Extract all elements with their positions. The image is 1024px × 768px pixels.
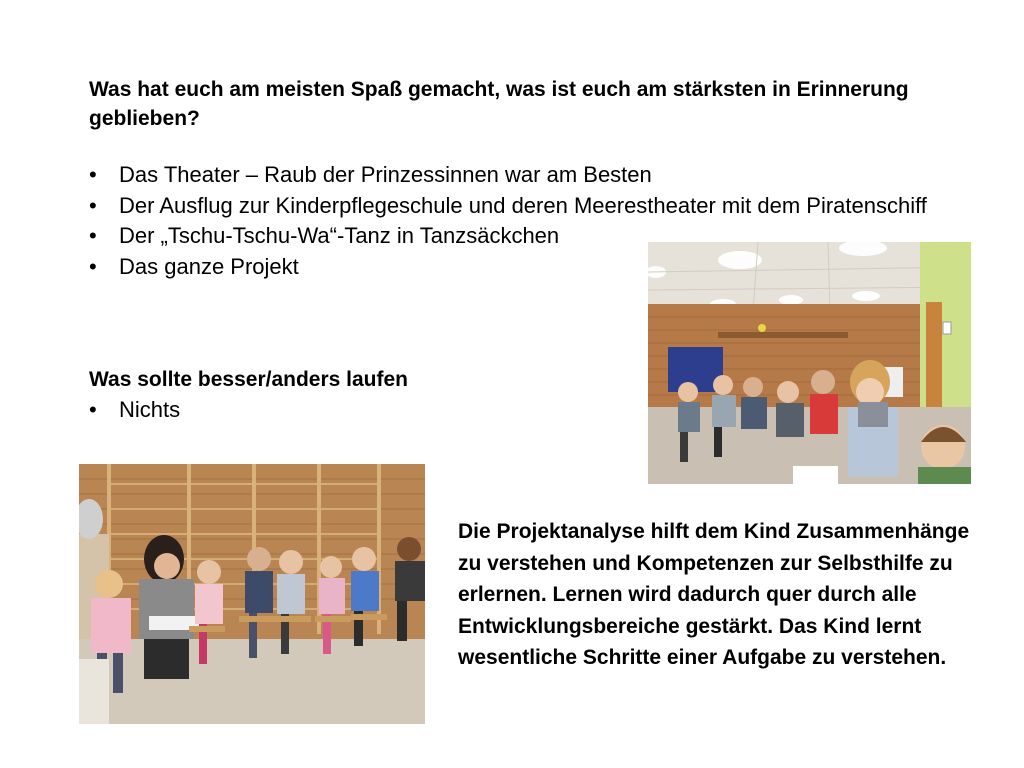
photo-gym-circle — [79, 464, 425, 724]
bullet-icon: • — [89, 192, 97, 218]
list-item-text: Der „Tschu-Tschu-Wa“-Tanz in Tanzsäckchen — [119, 223, 560, 248]
list-item-text: Nichts — [119, 397, 181, 422]
bullet-icon: • — [89, 162, 97, 187]
question1-heading: Was hat euch am meisten Spaß gemacht, was ist euch am stärksten in Erinnerung geblieben? — [89, 78, 909, 130]
list-item — [89, 191, 949, 222]
list-item-text: Das ganze Projekt — [119, 253, 299, 279]
list-item — [89, 160, 949, 191]
bullet-icon: • — [89, 253, 97, 279]
question2-heading: Was sollte besser/anders laufen — [89, 368, 409, 391]
list-item-text: Das Theater – Raub der Prinzessinnen war am Besten — [119, 162, 652, 187]
bullet-icon: • — [89, 397, 97, 422]
project-analysis-summary: Die Projektanalyse hilft dem Kind Zusammenhänge zu verstehen und Kompetenzen zur Selbsthilfe zu erlernen. Lernen wird dadurch quer durch alle Entwicklungsbereiche gestärkt. Das Kind lernt wesentliche Schritte einer Aufgabe zu verstehen. — [458, 520, 970, 669]
bullet-icon: • — [89, 223, 97, 248]
list-item-text: Der Ausflug zur Kinderpflegeschule und deren Meerestheater mit dem Piratenschiff — [119, 192, 927, 218]
list-item — [89, 395, 180, 425]
question2-list — [89, 395, 180, 425]
photo-classroom-circle — [648, 242, 971, 484]
